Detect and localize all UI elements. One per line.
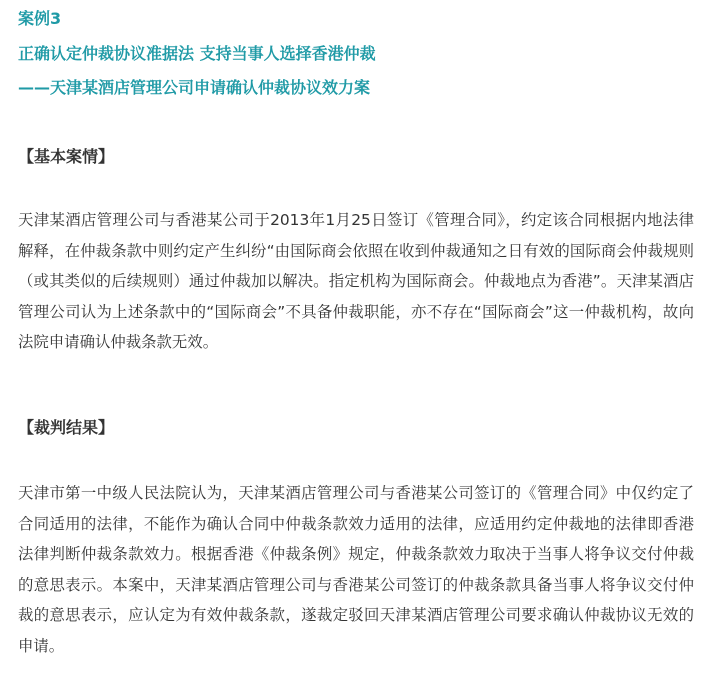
section-body-basic-facts: 天津某酒店管理公司与香港某公司于2013年1月25日签订《管理合同》，约定该合同根据内地法律解释，在仲裁条款中则约定产生纠纷“由国际商会依照在收到仲裁通知之日有效的国际商会仲裁规则（或其类似的后续规则）通过仲裁加以解决。指定机构为国际商会。仲裁地点为香港”。天津某酒店管理公司认为上述条款中的“国际商会”不具备仲裁职能，亦不存在“国际商会”这一仲裁机构，故向法院申请确认仲裁条款无效。 xyxy=(18,211,694,351)
case-subtitle: ——天津某酒店管理公司申请确认仲裁协议效力案 xyxy=(18,78,371,97)
section-heading-judgment: 【裁判结果】 xyxy=(18,418,115,437)
case-number: 案例3 xyxy=(18,9,62,28)
section-heading-basic-facts: 【基本案情】 xyxy=(18,147,115,166)
case-title: 正确认定仲裁协议准据法 支持当事人选择香港仲裁 xyxy=(18,44,376,63)
section-body-judgment: 天津市第一中级人民法院认为，天津某酒店管理公司与香港某公司签订的《管理合同》中仅约定了合同适用的法律，不能作为确认合同中仲裁条款效力适用的法律，应适用约定仲裁地的法律即香港法律判断仲裁条款效力。根据香港《仲裁条例》规定，仲裁条款效力取决于当事人将争议交付仲裁的意思表示。本案中，天津某酒店管理公司与香港某公司签订的仲裁条款具备当事人将争议交付仲裁的意思表示，应认定为有效仲裁条款，遂裁定驳回天津某酒店管理公司要求确认仲裁协议无效的申请。 xyxy=(18,484,694,655)
